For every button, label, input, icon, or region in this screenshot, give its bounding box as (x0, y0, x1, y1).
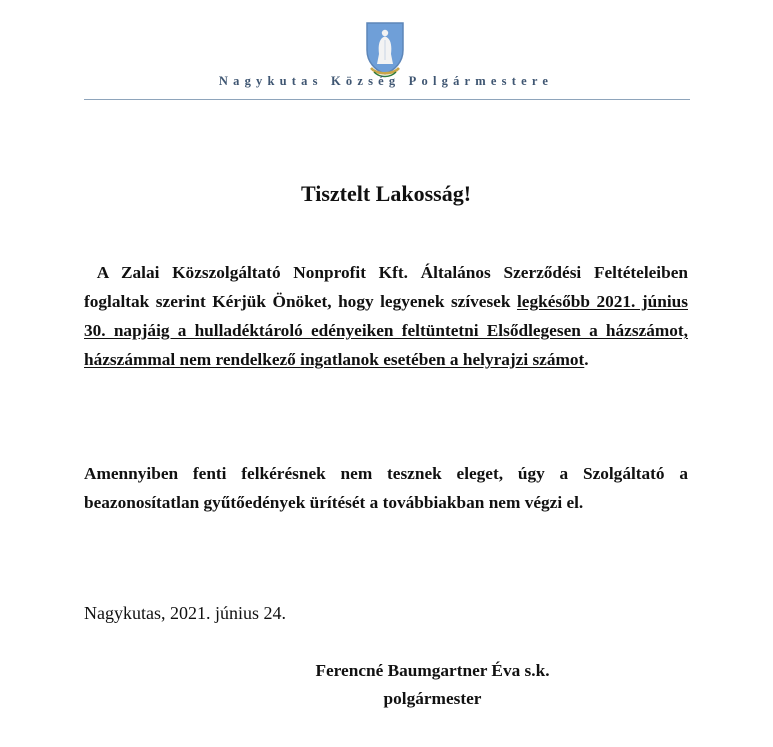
signature-title: polgármester (383, 689, 482, 708)
header-divider (84, 99, 690, 100)
paragraph-request-tail: . (584, 350, 589, 369)
organization-header: Nagykutas Község Polgármestere (218, 74, 554, 88)
signature-name: Ferencné Baumgartner Éva s.k. (315, 661, 550, 680)
paragraph-consequence: Amennyiben fenti felkérésnek nem tesznek eleget, úgy a Szolgáltató a beazonosítatlan gyűtőedények ürítését a továbbiakban nem végzi el. (84, 464, 688, 512)
place-and-date: Nagykutas, 2021. június 24. (84, 603, 286, 623)
paragraph-request (84, 258, 688, 374)
coat-of-arms-icon (363, 20, 407, 78)
paragraph-request-deadline: legkésőbb 2021. június 30. napjáig a hulladéktároló edényeiken feltüntetni Elsődlegesen a házszámot, házszámmal nem rendelkező ingatlanok esetében a helyrajzi számot (84, 292, 688, 369)
paragraph-request-lead: A Zalai Közszolgáltató Nonprofit Kft. Általános Szerződési Feltételeiben foglaltak szerint Kérjük Önöket, hogy legyenek szívesek (84, 263, 688, 311)
letter-title: Tisztelt Lakosság! (300, 181, 472, 206)
